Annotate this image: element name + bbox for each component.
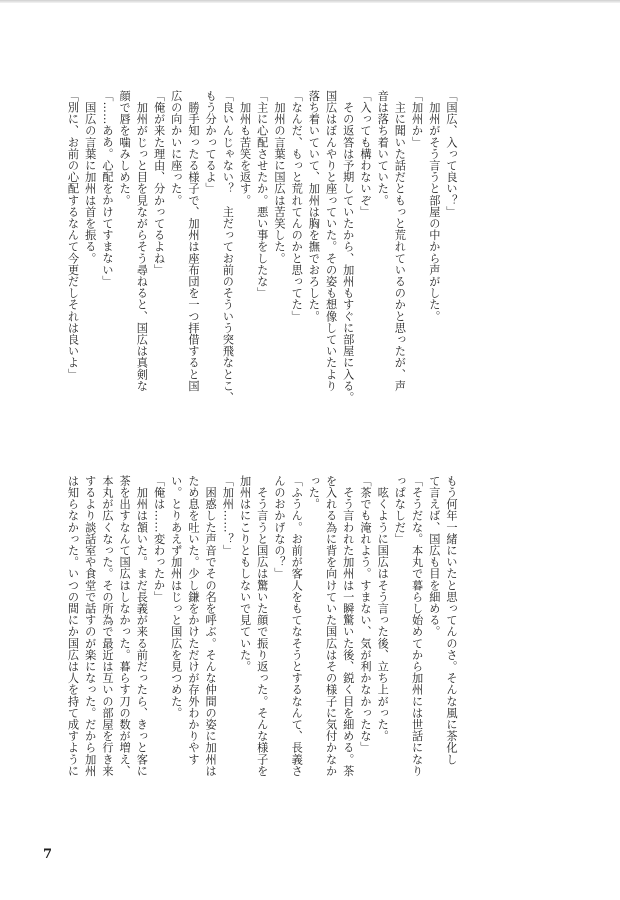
upper-text-block	[58, 90, 460, 412]
text-line: 「ふうん。お前が客人をもてなそうとするなんて、長義さ	[290, 475, 304, 777]
text-line: っぱなしだ」	[393, 475, 407, 545]
text-line: 「国広、入って良い？」	[445, 90, 458, 218]
text-line: 「茶でも淹れよう。すまない、気が利かなかったな」	[358, 475, 372, 754]
text-line: 落ち着いていて、加州は胸を撫でおろした。	[307, 90, 321, 322]
text-line: 本丸が広くなった。その所為で最近は互いの部屋を行き来	[100, 475, 114, 777]
text-line: 「……ああ。心配をかけてすまない」	[100, 90, 114, 288]
text-line: 「加州……？」	[221, 475, 235, 557]
text-line: 国広の言葉に加州は首を振る。	[83, 90, 97, 264]
text-line: 加州はにこりともしないで見ていた。	[238, 475, 252, 673]
text-line: 加州の言葉に国広は苦笑した。	[272, 90, 286, 264]
text-line: った。	[307, 475, 321, 510]
text-line: 「別に、お前の心配するなんて今更だしそれは良いよ」	[66, 90, 80, 380]
text-line: 顔で唇を噛みしめた。	[118, 90, 132, 206]
text-line: い。とりあえず加州はじっと国広を見つめた。	[169, 475, 183, 719]
text-line: ため息を吐いた。少し鎌をかけただけが存外わかりやす	[186, 475, 200, 765]
text-line: そう言われた加州は一瞬驚いた後、鋭く目を細める。茶	[341, 475, 355, 777]
text-line: 「良いんじゃない？ 主だってお前のそういう突飛なとこ、	[221, 90, 235, 404]
text-line: もう分かってるよ」	[204, 90, 218, 195]
text-line: 茶を出すなんて国広はしなかった。暮らす刀の数が増え、	[118, 475, 132, 777]
text-line: 主に聞いた話だともっと荒れているのかと思ったが、声	[393, 90, 407, 392]
text-line: 「そうだな。本丸で暮らし始めてから加州には世話になり	[410, 475, 424, 777]
text-line: んのおかげなの？」	[272, 475, 286, 580]
text-line: 「俺は……変わったか」	[152, 475, 166, 603]
lower-text-block	[52, 475, 460, 830]
text-line: は知らなかった。いつの間にか国広は人を持て成すように	[66, 475, 80, 777]
text-line: 加州は頷いた。まだ長義が来る前だったら、きっと客に	[135, 475, 149, 777]
text-line: そう言うと国広は驚いた顔で振り返った。そんな様子を	[255, 475, 269, 777]
text-line: て言えば、国広も目を細める。	[427, 475, 441, 638]
text-line: その返答は予期していたから、加州もすぐに部屋に入る。	[341, 90, 355, 404]
text-line: 困惑した声音でその名を呼ぶ。そんな仲間の姿に加州は	[204, 475, 218, 777]
text-line: 「俺が来た理由、分かってるよね」	[152, 90, 166, 276]
text-line: 「入っても構わないぞ」	[358, 90, 372, 218]
text-line: 国広はぼんやりと座っていた。その姿も想像していたより	[324, 90, 338, 392]
page-top-edge	[0, 0, 620, 3]
text-line: 加州がじっと目を見ながらそう尋ねると、国広は真剣な	[135, 90, 149, 392]
text-line: を入れる為に背を向けていた国広はその様子に気付かなか	[324, 475, 338, 777]
text-line: 呟くように国広はそう言った後、立ち上がった。	[376, 475, 390, 742]
text-line: もう何年一緒にいたと思ってんのさ。そんな風に茶化し	[445, 475, 458, 765]
text-line: 「主に心配させたか。悪い事をしたな」	[255, 90, 269, 299]
text-line: 加州がそう言うと部屋の中から声がした。	[427, 90, 441, 322]
text-line: 「加州か」	[410, 90, 424, 148]
text-line: 音は落ち着いていた。	[376, 90, 390, 206]
text-line: 加州も苦笑を返す。	[238, 90, 252, 206]
text-line: 勝手知ったる様子で、加州は座布団を一つ拝借すると国	[186, 90, 200, 392]
text-line: 広の向かいに座った。	[169, 90, 183, 206]
text-line: 「なんだ、もっと荒れてんのかと思ってた」	[290, 90, 304, 322]
page-number: 7	[43, 847, 53, 862]
text-line: するより談話室や食堂で話すのが楽になった。だから加州	[83, 475, 97, 777]
